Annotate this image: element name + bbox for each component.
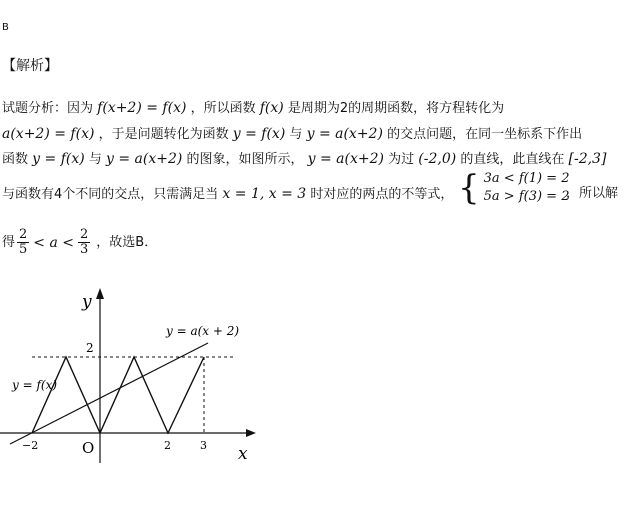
l3-formula-point: (-2,0) (418, 151, 457, 167)
brace: { (458, 168, 480, 208)
l3-text-a: 函数 (2, 152, 29, 167)
y-axis-label: y (82, 292, 92, 312)
text-line-1 (2, 100, 504, 117)
l3-formula-y2: y = a(x+2) (106, 151, 183, 167)
text-line-5 (2, 228, 157, 257)
text-line-2 (2, 126, 582, 143)
l1-formula-periodic: f(x+2) = f(x) (97, 100, 187, 116)
l3-text-e: 的直线，此直线在 (460, 152, 565, 167)
l2-text-c: 与 (289, 127, 303, 142)
text-line-3 (2, 151, 606, 168)
tick-x-minus-2: −2 (22, 439, 39, 452)
l1-formula-fx: f(x) (259, 100, 284, 116)
l4-text-a: 与函数有4个不同的交点，只需满足当 (2, 187, 219, 202)
origin-label: O (82, 439, 95, 457)
l4-text-b: 时对应的两点的不等式， (310, 187, 454, 202)
l4-text-c: ，所以解 (566, 186, 619, 201)
fraction-1 (17, 228, 29, 257)
tick-x-2: 2 (164, 439, 171, 452)
fx-curve (32, 357, 204, 433)
fraction-2 (78, 228, 90, 257)
x-axis-arrow (246, 429, 256, 437)
inequality-middle: < a < (33, 234, 75, 251)
l3-formula-y1: y = f(x) (32, 151, 85, 167)
analysis-heading: 【解析】 (2, 58, 58, 74)
l3-text-c: 的图象，如图所示， (186, 152, 304, 167)
fraction-1-num: 2 (19, 227, 28, 242)
fraction-2-den: 3 (80, 242, 89, 257)
function-graph (0, 285, 270, 475)
l4-formula-x: x = 1, x = 3 (222, 186, 307, 202)
label-fx: y = f(x) (12, 378, 58, 392)
l3-formula-y3: y = a(x+2) (307, 151, 384, 167)
inequality-system (458, 170, 569, 206)
l2-text-d: 的交点问题，在同一坐标系下作出 (387, 127, 583, 142)
l5-text-b: ，故选B． (96, 234, 158, 250)
l1-text-b: ，所以函数 (190, 101, 256, 116)
line-a-x-plus-2 (10, 343, 208, 444)
y-axis-arrow (96, 288, 104, 299)
l3-text-d: 为过 (388, 152, 415, 167)
l2-formula-y1: y = f(x) (232, 126, 286, 142)
l2-text-b: ，于是问题转化为函数 (98, 127, 229, 142)
fraction-1-den: 5 (19, 242, 28, 257)
l2-formula-y2: y = a(x+2) (306, 126, 383, 142)
x-axis-label: x (238, 444, 248, 464)
text-line-4 (2, 186, 453, 203)
l2-formula-eq: a(x+2) = f(x) (2, 126, 95, 142)
l1-text-c: 是周期为2的周期函数，将方程转化为 (287, 101, 505, 116)
system-line-2: 5a > f(3) = 2 (483, 189, 570, 204)
l3-text-b: 与 (88, 152, 102, 167)
system-line-1: 3a < f(1) = 2 (483, 171, 570, 186)
fraction-2-num: 2 (80, 227, 89, 242)
l3-formula-interval: [-2,3] (568, 151, 607, 167)
l1-text-a: 试题分析：因为 (2, 101, 94, 116)
answer-letter: B (2, 22, 9, 33)
l5-text-a: 得 (2, 234, 16, 250)
tick-y-2: 2 (86, 341, 94, 355)
tick-x-3: 3 (200, 439, 207, 452)
label-line: y = a(x + 2) (166, 324, 240, 338)
